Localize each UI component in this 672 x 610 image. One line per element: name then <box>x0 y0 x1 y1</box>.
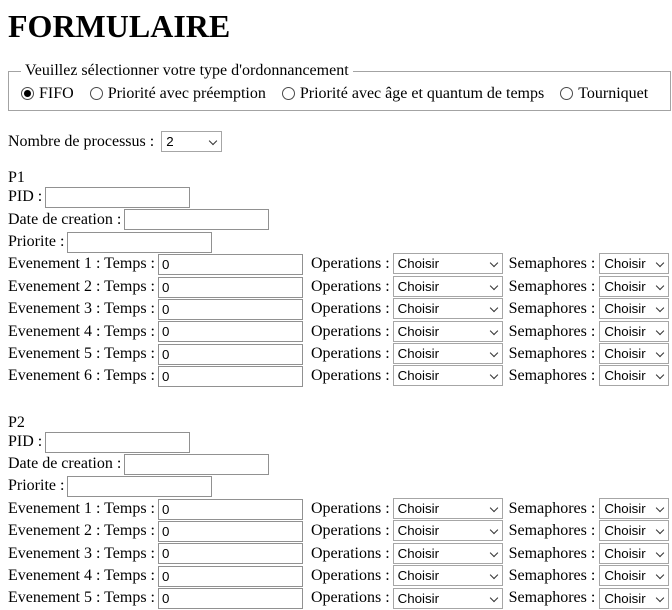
process-name: P1 <box>8 169 25 187</box>
semaphores-select[interactable] <box>599 365 669 386</box>
event-temps-label: Evenement 6 : Temps : <box>8 367 155 385</box>
semaphores-select[interactable] <box>599 565 669 586</box>
operations-select-wrap <box>393 276 503 298</box>
semaphores-label: Semaphores : <box>508 367 596 385</box>
operations-select[interactable] <box>393 343 503 364</box>
event-temps-label: Evenement 5 : Temps : <box>8 344 155 362</box>
date-creation-row <box>8 209 664 231</box>
semaphores-select-wrap <box>599 298 669 320</box>
event-row <box>8 343 664 365</box>
date-creation-label: Date de creation : <box>8 210 122 228</box>
event-row <box>8 587 664 609</box>
temps-input[interactable] <box>158 254 303 275</box>
scheduler-option[interactable] <box>282 85 544 102</box>
semaphores-select[interactable] <box>599 276 669 297</box>
semaphores-select-wrap <box>599 588 669 610</box>
semaphores-label: Semaphores : <box>508 499 596 517</box>
temps-input[interactable] <box>158 588 303 609</box>
operations-select-wrap <box>393 588 503 610</box>
semaphores-label: Semaphores : <box>508 544 596 562</box>
scheduler-fieldset <box>8 62 671 111</box>
operations-select-wrap <box>393 253 503 275</box>
scheduler-options <box>21 85 660 103</box>
event-temps-label: Evenement 3 : Temps : <box>8 544 155 562</box>
event-row <box>8 321 664 343</box>
operations-select[interactable] <box>393 321 503 342</box>
event-row <box>8 565 664 587</box>
pid-label: PID : <box>8 188 43 206</box>
operations-select[interactable] <box>393 365 503 386</box>
semaphores-label: Semaphores : <box>508 322 596 340</box>
event-row <box>8 365 664 387</box>
operations-select[interactable] <box>393 543 503 564</box>
semaphores-label: Semaphores : <box>508 255 596 273</box>
semaphores-select-wrap <box>599 365 669 387</box>
semaphores-select-wrap <box>599 498 669 520</box>
operations-label: Operations : <box>311 544 390 562</box>
semaphores-select[interactable] <box>599 588 669 609</box>
operations-label: Operations : <box>311 589 390 607</box>
scheduler-radio[interactable] <box>21 87 34 100</box>
semaphores-label: Semaphores : <box>508 567 596 585</box>
date-creation-input[interactable] <box>124 209 269 230</box>
operations-select-wrap <box>393 565 503 587</box>
pid-row <box>8 186 664 208</box>
operations-label: Operations : <box>311 499 390 517</box>
temps-input[interactable] <box>158 321 303 342</box>
scheduler-legend: Veuillez sélectionner votre type d'ordonnancement <box>25 62 349 79</box>
operations-select[interactable] <box>393 298 503 319</box>
operations-select[interactable] <box>393 565 503 586</box>
date-creation-label: Date de creation : <box>8 455 122 473</box>
operations-select-wrap <box>393 365 503 387</box>
event-temps-label: Evenement 2 : Temps : <box>8 522 155 540</box>
temps-input[interactable] <box>158 499 303 520</box>
semaphores-select[interactable] <box>599 498 669 519</box>
operations-label: Operations : <box>311 344 390 362</box>
temps-input[interactable] <box>158 566 303 587</box>
operations-select-wrap <box>393 343 503 365</box>
priorite-input[interactable] <box>67 476 212 497</box>
process-name: P2 <box>8 413 25 431</box>
operations-label: Operations : <box>311 300 390 318</box>
event-row <box>8 520 664 542</box>
formulaire-form <box>8 62 664 610</box>
pid-row <box>8 431 664 453</box>
process-count-select-wrap <box>161 131 222 153</box>
temps-input[interactable] <box>158 366 303 387</box>
event-temps-label: Evenement 4 : Temps : <box>8 567 155 585</box>
temps-input[interactable] <box>158 543 303 564</box>
semaphores-select-wrap <box>599 565 669 587</box>
event-row <box>8 543 664 565</box>
scheduler-option-label: Priorité avec préemption <box>107 85 266 103</box>
process-count-label: Nombre de processus : <box>8 132 155 150</box>
temps-input[interactable] <box>158 299 303 320</box>
event-row <box>8 276 664 298</box>
priorite-label: Priorite : <box>8 232 65 250</box>
events-list <box>8 498 664 610</box>
semaphores-select-wrap <box>599 253 669 275</box>
operations-label: Operations : <box>311 522 390 540</box>
event-temps-label: Evenement 2 : Temps : <box>8 277 155 295</box>
event-temps-label: Evenement 4 : Temps : <box>8 322 155 340</box>
event-row <box>8 253 664 275</box>
operations-label: Operations : <box>311 277 390 295</box>
semaphores-select-wrap <box>599 321 669 343</box>
process-section <box>8 414 664 610</box>
operations-select-wrap <box>393 498 503 520</box>
priorite-input[interactable] <box>67 232 212 253</box>
date-creation-row <box>8 453 664 475</box>
operations-select-wrap <box>393 543 503 565</box>
scheduler-option-label: Priorité avec âge et quantum de temps <box>299 85 545 103</box>
operations-select[interactable] <box>393 588 503 609</box>
events-list <box>8 253 664 387</box>
semaphores-select[interactable] <box>599 321 669 342</box>
scheduler-option-label: Tourniquet <box>578 85 649 103</box>
operations-select-wrap <box>393 520 503 542</box>
event-temps-label: Evenement 1 : Temps : <box>8 255 155 273</box>
operations-select[interactable] <box>393 498 503 519</box>
semaphores-select-wrap <box>599 343 669 365</box>
operations-select-wrap <box>393 321 503 343</box>
semaphores-select-wrap <box>599 543 669 565</box>
event-temps-label: Evenement 5 : Temps : <box>8 589 155 607</box>
process-count-row <box>8 131 664 153</box>
processes-container <box>8 169 664 610</box>
priorite-row <box>8 231 664 253</box>
semaphores-select[interactable] <box>599 298 669 319</box>
scheduler-radio[interactable] <box>282 87 295 100</box>
pid-input[interactable] <box>45 432 190 453</box>
scheduler-option[interactable] <box>90 85 266 102</box>
scheduler-option[interactable] <box>560 85 648 102</box>
temps-input[interactable] <box>158 521 303 542</box>
semaphores-label: Semaphores : <box>508 522 596 540</box>
priorite-row <box>8 475 664 497</box>
temps-input[interactable] <box>158 344 303 365</box>
semaphores-select[interactable] <box>599 253 669 274</box>
scheduler-option-label: FIFO <box>39 85 74 103</box>
pid-input[interactable] <box>45 187 190 208</box>
semaphores-label: Semaphores : <box>508 300 596 318</box>
process-count-select[interactable] <box>161 131 222 152</box>
date-creation-input[interactable] <box>124 454 269 475</box>
operations-label: Operations : <box>311 367 390 385</box>
semaphores-select-wrap <box>599 276 669 298</box>
pid-label: PID : <box>8 432 43 450</box>
operations-select[interactable] <box>393 276 503 297</box>
page-title: FORMULAIRE <box>8 8 231 44</box>
semaphores-select[interactable] <box>599 543 669 564</box>
semaphores-label: Semaphores : <box>508 277 596 295</box>
operations-select-wrap <box>393 298 503 320</box>
operations-label: Operations : <box>311 322 390 340</box>
semaphores-label: Semaphores : <box>508 589 596 607</box>
scheduler-option[interactable] <box>21 85 74 102</box>
operations-select[interactable] <box>393 253 503 274</box>
semaphores-label: Semaphores : <box>508 344 596 362</box>
semaphores-select-wrap <box>599 520 669 542</box>
semaphores-select[interactable] <box>599 343 669 364</box>
event-temps-label: Evenement 1 : Temps : <box>8 499 155 517</box>
event-row <box>8 298 664 320</box>
event-row <box>8 498 664 520</box>
semaphores-select[interactable] <box>599 520 669 541</box>
scheduler-radio[interactable] <box>560 87 573 100</box>
priorite-label: Priorite : <box>8 477 65 495</box>
scheduler-radio[interactable] <box>90 87 103 100</box>
operations-select[interactable] <box>393 520 503 541</box>
operations-label: Operations : <box>311 255 390 273</box>
operations-label: Operations : <box>311 567 390 585</box>
temps-input[interactable] <box>158 277 303 298</box>
event-temps-label: Evenement 3 : Temps : <box>8 300 155 318</box>
process-section <box>8 169 664 388</box>
